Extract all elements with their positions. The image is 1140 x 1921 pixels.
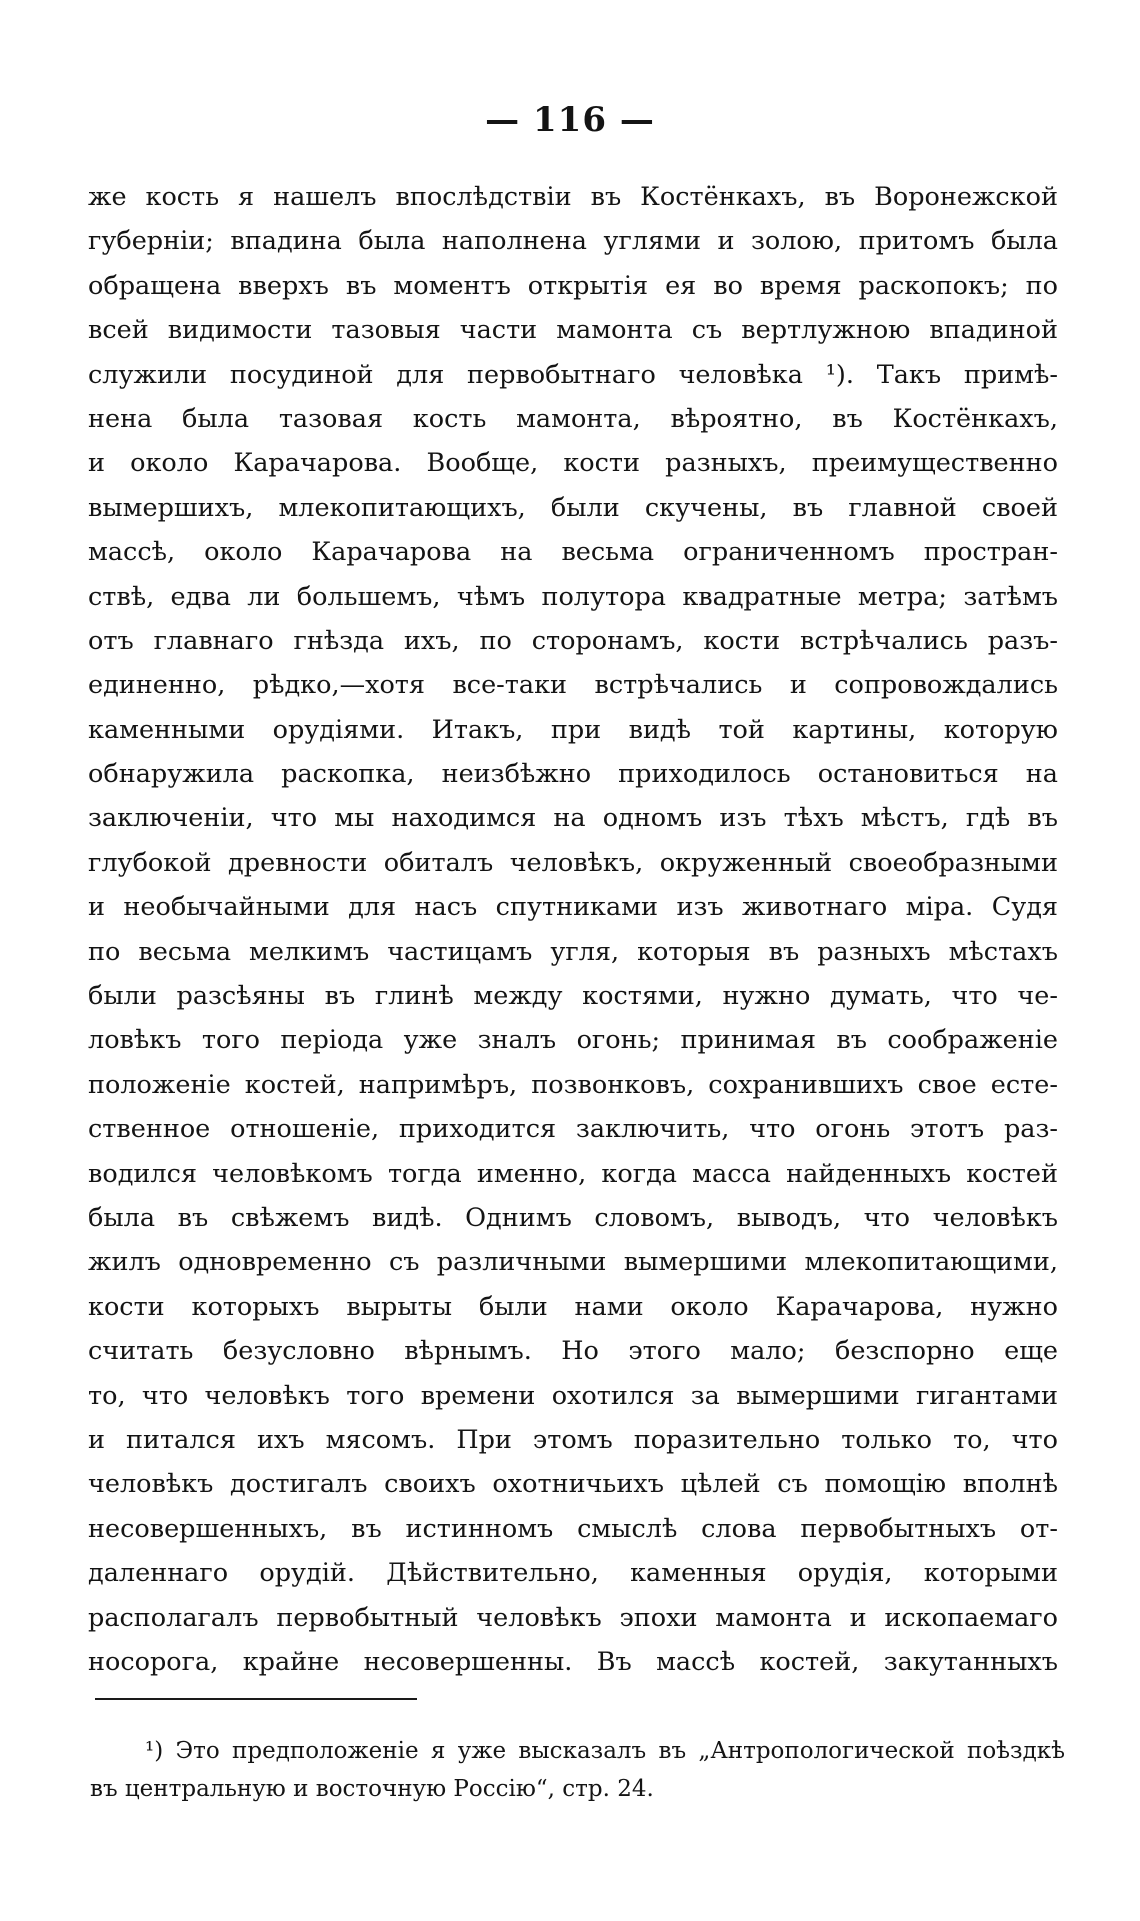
text-line: ственное отношеніе, приходится заключить, что огонь этотъ раз-: [88, 1114, 1058, 1145]
text-line: каменными орудіями. Итакъ, при видѣ той картины, которую: [88, 714, 1058, 745]
text-line: губерніи; впадина была наполнена углями и золою, притомъ была: [88, 226, 1058, 257]
text-line: была въ свѣжемъ видѣ. Однимъ словомъ, выводъ, что человѣкъ: [88, 1202, 1058, 1233]
page-number: — 116 —: [485, 100, 655, 140]
text-line: несовершенныхъ, въ истинномъ смыслѣ слова первобытныхъ от-: [88, 1513, 1058, 1544]
footnote-divider: [95, 1698, 417, 1700]
text-line: кости которыхъ вырыты были нами около Карачарова, нужно: [88, 1291, 1058, 1322]
text-line: были разсѣяны въ глинѣ между костями, нужно думать, что че-: [88, 981, 1058, 1012]
text-line: служили посудиной для первобытнаго человѣка ¹). Такъ примѣ-: [88, 359, 1058, 390]
text-line: нена была тазовая кость мамонта, вѣроятно, въ Костёнкахъ,: [88, 403, 1058, 434]
text-line: и необычайными для насъ спутниками изъ животнаго міра. Судя: [88, 892, 1058, 923]
footnote-line: ¹) Это предположеніе я уже высказалъ въ „Антропологической поѣздкѣ: [145, 1738, 1065, 1764]
text-line: положеніе костей, напримѣръ, позвонковъ, сохранившихъ свое есте-: [88, 1069, 1058, 1100]
footnote: [90, 1732, 1065, 1808]
text-line: человѣкъ достигалъ своихъ охотничьихъ цѣлей съ помощію вполнѣ: [88, 1469, 1058, 1500]
text-line: располагалъ первобытный человѣкъ эпохи мамонта и ископаемаго: [88, 1602, 1058, 1633]
text-line: всей видимости тазовыя части мамонта съ вертлужною впадиной: [88, 315, 1058, 346]
text-line: водился человѣкомъ тогда именно, когда масса найденныхъ костей: [88, 1158, 1058, 1189]
text-line: глубокой древности обиталъ человѣкъ, окруженный своеобразными: [88, 847, 1058, 878]
text-line: обращена вверхъ въ моментъ открытія ея во время раскопокъ; по: [88, 270, 1058, 301]
text-line: заключеніи, что мы находимся на одномъ изъ тѣхъ мѣстъ, гдѣ въ: [88, 803, 1058, 834]
text-line: то, что человѣкъ того времени охотился за вымершими гигантами: [88, 1380, 1058, 1411]
text-line: и около Карачарова. Вообще, кости разныхъ, преимущественно: [88, 448, 1058, 479]
text-line: единенно, рѣдко,—хотя все-таки встрѣчались и сопровождались: [88, 670, 1058, 701]
text-line: обнаружила раскопка, неизбѣжно приходилось остановиться на: [88, 759, 1058, 790]
text-line: и питался ихъ мясомъ. При этомъ поразительно только то, что: [88, 1424, 1058, 1455]
text-line: носорога, крайне несовершенны. Въ массѣ костей, закутанныхъ: [88, 1646, 1058, 1677]
text-line: по весьма мелкимъ частицамъ угля, которыя въ разныхъ мѣстахъ: [88, 936, 1058, 967]
text-line: отъ главнаго гнѣзда ихъ, по сторонамъ, кости встрѣчались разъ-: [88, 625, 1058, 656]
text-line: даленнаго орудій. Дѣйствительно, каменныя орудія, которыми: [88, 1558, 1058, 1589]
text-line: же кость я нашелъ впослѣдствіи въ Костёнкахъ, въ Воронежской: [88, 182, 1058, 212]
text-line: вымершихъ, млекопитающихъ, были скучены, въ главной своей: [88, 492, 1058, 523]
text-line: считать безусловно вѣрнымъ. Но этого мало; безспорно еще: [88, 1336, 1058, 1367]
main-text: [88, 175, 1058, 1684]
text-line: массѣ, около Карачарова на весьма ограниченномъ простран-: [88, 537, 1058, 568]
text-line: жилъ одновременно съ различными вымершими млекопитающими,: [88, 1247, 1058, 1278]
footnote-line: въ центральную и восточную Россію“, стр. 24.: [90, 1776, 654, 1802]
text-line: ловѣкъ того періода уже зналъ огонь; принимая въ соображеніе: [88, 1025, 1058, 1056]
text-line: ствѣ, едва ли большемъ, чѣмъ полутора квадратные метра; затѣмъ: [88, 581, 1058, 612]
